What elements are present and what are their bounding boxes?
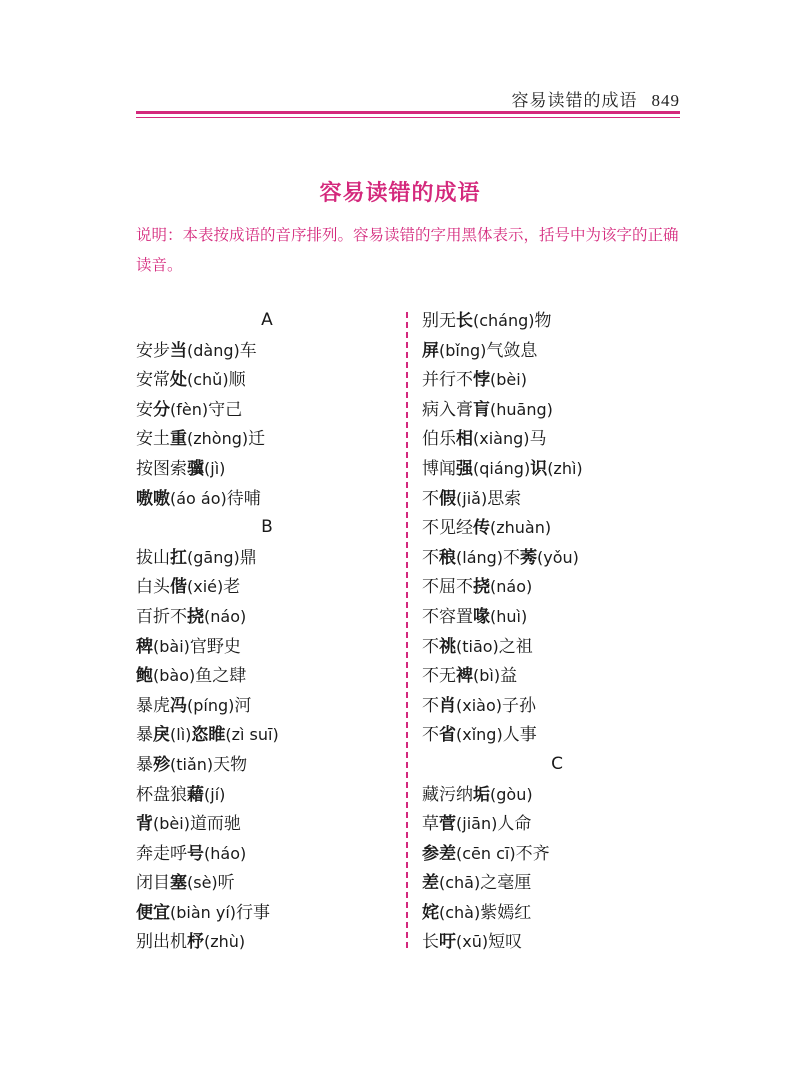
idiom-text: 鼎 (239, 547, 257, 568)
pinyin: (bài) (153, 636, 190, 656)
highlighted-char: 悖 (473, 370, 490, 391)
idiom-entry (422, 306, 692, 336)
highlighted-char: 参差 (422, 843, 456, 864)
idiom-entry (422, 927, 692, 957)
idiom-text: 气敛息 (486, 340, 538, 361)
idiom-entry (422, 898, 692, 928)
idiom-entry (136, 543, 386, 573)
idiom-text: 伯乐 (422, 429, 456, 450)
page-number: 849 (651, 91, 680, 110)
pinyin: (xiàng) (473, 429, 530, 449)
idiom-text: 马 (529, 429, 547, 450)
idiom-entry (422, 484, 692, 514)
idiom-text: 不 (422, 488, 439, 509)
idiom-text: 暴 (136, 725, 153, 746)
highlighted-char: 姹 (422, 902, 439, 923)
highlighted-char: 差 (422, 873, 439, 894)
pinyin: (qiáng) (473, 458, 531, 478)
highlighted-char: 偕 (170, 577, 187, 598)
pinyin: (bào) (153, 666, 196, 686)
idiom-text: 奔走呼 (136, 843, 187, 864)
highlighted-char: 稗 (136, 636, 153, 657)
idiom-text: 不 (503, 547, 521, 568)
pinyin: (zhuàn) (490, 518, 552, 538)
pinyin: (chā) (439, 873, 481, 893)
idiom-entry (422, 572, 692, 602)
pinyin: (xié) (187, 577, 224, 597)
idiom-text: 不无 (422, 666, 456, 687)
highlighted-char: 肓 (473, 399, 490, 420)
idiom-entry (136, 839, 386, 869)
idiom-text: 之毫厘 (480, 873, 532, 894)
pinyin: (xū) (456, 932, 489, 952)
pinyin: (xiào) (456, 695, 502, 715)
idiom-entry (422, 720, 692, 750)
pinyin: (náo) (204, 606, 247, 626)
idiom-entry (136, 750, 386, 780)
idiom-entry (136, 898, 386, 928)
idiom-text: 短叹 (488, 932, 523, 953)
pinyin: (fèn) (170, 399, 209, 419)
idiom-entry (136, 365, 386, 395)
idiom-entry (422, 543, 692, 573)
idiom-text: 长 (422, 932, 439, 953)
highlighted-char: 戾 (153, 725, 170, 746)
idiom-entry (422, 691, 692, 721)
idiom-text: 天物 (213, 754, 248, 775)
idiom-entry (422, 336, 692, 366)
highlighted-char: 传 (473, 518, 490, 539)
highlighted-char: 藉 (187, 784, 204, 805)
idiom-text: 道而驰 (189, 814, 241, 835)
idiom-entry (422, 809, 692, 839)
highlighted-char: 稂 (439, 547, 456, 568)
pinyin: (tiāo) (456, 636, 499, 656)
right-column (422, 306, 692, 957)
idiom-text: 别无 (422, 311, 456, 331)
highlighted-char: 分 (153, 399, 170, 420)
idiom-entry (422, 365, 692, 395)
idiom-entry (422, 868, 692, 898)
idiom-text: 之祖 (498, 636, 533, 657)
pinyin: (xǐng) (456, 725, 503, 745)
idiom-entry (136, 720, 386, 750)
pinyin: (tiǎn) (170, 754, 214, 774)
highlighted-char: 垢 (473, 784, 490, 805)
section-letter: C (551, 753, 563, 774)
idiom-text: 官野史 (189, 636, 241, 657)
pinyin: (bì) (473, 666, 501, 686)
idiom-text: 不容置 (422, 606, 473, 627)
highlighted-char: 冯 (170, 695, 187, 716)
idiom-text: 人事 (502, 725, 537, 746)
idiom-text: 不齐 (515, 843, 550, 864)
idiom-text: 物 (534, 311, 552, 331)
page-title: 容易读错的成语 (319, 181, 481, 206)
idiom-text: 白头 (136, 577, 170, 598)
idiom-text: 暴 (136, 754, 153, 775)
pinyin: (gòu) (490, 784, 533, 804)
highlighted-char: 挠 (187, 606, 204, 627)
pinyin: (jiān) (456, 814, 498, 834)
highlighted-char: 杼 (187, 932, 204, 953)
highlighted-char: 便宜 (136, 902, 170, 923)
highlighted-char: 恣睢 (191, 725, 226, 746)
highlighted-char: 省 (439, 725, 456, 746)
idiom-entry (136, 602, 386, 632)
idiom-entry (136, 454, 386, 484)
idiom-text: 不 (422, 695, 439, 716)
pinyin: (bèi) (153, 814, 190, 834)
pinyin: (jí) (204, 784, 226, 804)
idiom-text: 不见经 (422, 518, 473, 539)
pinyin: (chà) (439, 902, 481, 922)
idiom-text: 别出机 (136, 932, 187, 953)
idiom-text: 安步 (136, 340, 170, 361)
pinyin: (zhù) (204, 932, 246, 952)
idiom-text: 安土 (136, 429, 170, 450)
pinyin: (gāng) (187, 547, 240, 567)
pinyin: (áo áo) (170, 488, 227, 508)
pinyin: (zhì) (547, 458, 583, 478)
pinyin: (lì) (170, 725, 192, 745)
highlighted-char: 处 (170, 370, 187, 391)
idiom-entry (422, 513, 692, 543)
idiom-entry (136, 868, 386, 898)
idiom-entry (422, 632, 692, 662)
highlighted-char: 喙 (473, 606, 490, 627)
idiom-entry (136, 780, 386, 810)
idiom-text: 暴虎 (136, 695, 170, 716)
highlighted-char: 相 (456, 429, 473, 450)
idiom-text: 安 (136, 399, 153, 420)
idiom-entry (422, 839, 692, 869)
idiom-text: 行事 (236, 902, 271, 923)
idiom-text: 顺 (228, 370, 246, 391)
idiom-text: 不 (422, 725, 439, 746)
highlighted-char: 骥 (187, 458, 204, 479)
pinyin: (cēn cī) (456, 843, 516, 863)
pinyin: (yǒu) (537, 547, 579, 567)
idiom-text: 守己 (208, 399, 243, 420)
left-column (136, 306, 386, 957)
idiom-text: 迁 (248, 429, 266, 450)
highlighted-char: 殄 (153, 754, 170, 775)
idiom-entry (136, 661, 386, 691)
idiom-text: 安常 (136, 370, 170, 391)
highlighted-char: 挠 (473, 577, 490, 598)
idiom-text: 思索 (487, 488, 522, 509)
pinyin: (cháng) (473, 311, 535, 330)
pinyin: (jiǎ) (456, 488, 488, 508)
header-rule-thick (136, 111, 680, 114)
pinyin: (háo) (204, 843, 247, 863)
idiom-text: 人命 (497, 814, 532, 835)
highlighted-char: 菅 (439, 814, 456, 835)
running-head (512, 86, 681, 111)
pinyin: (bèi) (490, 370, 527, 390)
highlighted-char: 祧 (439, 636, 456, 657)
idiom-text: 不屈不 (422, 577, 473, 598)
idiom-text: 听 (217, 873, 235, 894)
pinyin: (bǐng) (439, 340, 487, 360)
pinyin: (huì) (490, 606, 528, 626)
idiom-text: 博闻 (422, 458, 456, 479)
pinyin: (dàng) (187, 340, 240, 360)
idiom-text: 百折不 (136, 606, 187, 627)
idiom-entry (136, 809, 386, 839)
pinyin: (jì) (204, 458, 226, 478)
highlighted-char: 假 (439, 488, 456, 509)
highlighted-char: 吁 (439, 932, 456, 953)
idiom-text: 河 (234, 695, 252, 716)
highlighted-char: 扛 (170, 547, 187, 568)
highlighted-char: 长 (456, 311, 473, 331)
idiom-text: 草 (422, 814, 439, 835)
idiom-entry (136, 424, 386, 454)
highlighted-char: 号 (187, 843, 204, 864)
pinyin: (náo) (490, 577, 533, 597)
idiom-text: 不 (422, 636, 439, 657)
highlighted-char: 嗷嗷 (136, 488, 170, 509)
idiom-text: 待哺 (226, 488, 261, 509)
highlighted-char: 强 (456, 458, 473, 479)
idiom-text: 紫嫣红 (480, 902, 532, 923)
idiom-text: 老 (223, 577, 241, 598)
idiom-text: 藏污纳 (422, 784, 473, 805)
section-letter: B (261, 517, 273, 538)
highlighted-char: 鲍 (136, 666, 153, 687)
highlighted-char: 裨 (456, 666, 473, 687)
idiom-text: 拔山 (136, 547, 170, 568)
idiom-entry (136, 691, 386, 721)
idiom-entry (422, 780, 692, 810)
pinyin: (huāng) (490, 399, 553, 419)
highlighted-char: 重 (170, 429, 187, 450)
highlighted-char: 屏 (422, 340, 439, 361)
idiom-entry (422, 454, 692, 484)
pinyin: (zì suī) (225, 725, 279, 745)
pinyin: (píng) (187, 695, 235, 715)
idiom-entry (422, 424, 692, 454)
idiom-text: 按图索 (136, 458, 187, 479)
pinyin: (biàn yí) (170, 902, 237, 922)
explanation-note: 说明：本表按成语的音序排列。容易读错的字用黑体表示，括号中为该字的正确读音。 (136, 226, 679, 274)
idiom-entry (136, 336, 386, 366)
highlighted-char: 当 (170, 340, 187, 361)
highlighted-char: 莠 (520, 547, 538, 568)
idiom-text: 病入膏 (422, 399, 473, 420)
idiom-text: 不 (422, 547, 439, 568)
pinyin: (zhòng) (187, 429, 249, 449)
pinyin: (láng) (456, 547, 504, 567)
column-divider (406, 312, 408, 948)
highlighted-char: 识 (530, 458, 548, 479)
idiom-text: 益 (500, 666, 518, 687)
highlighted-char: 背 (136, 814, 153, 835)
idiom-entry (136, 927, 386, 957)
running-head-title: 容易读错的成语 (511, 91, 638, 111)
idiom-text: 杯盘狼 (136, 784, 187, 805)
pinyin: (chǔ) (187, 370, 229, 390)
idiom-text: 并行不 (422, 370, 473, 391)
idiom-entry (422, 661, 692, 691)
idiom-entry (136, 632, 386, 662)
highlighted-char: 塞 (170, 873, 187, 894)
header-rule-thin (136, 117, 680, 118)
idiom-text: 鱼之肆 (195, 666, 247, 687)
idiom-entry (136, 395, 386, 425)
idiom-entry (136, 572, 386, 602)
pinyin: (sè) (187, 873, 218, 893)
idiom-text: 闭目 (136, 873, 170, 894)
idiom-text: 子孙 (502, 695, 536, 716)
idiom-entry (422, 395, 692, 425)
idiom-entry (422, 602, 692, 632)
idiom-text: 车 (239, 340, 257, 361)
idiom-entry (136, 484, 386, 514)
highlighted-char: 肖 (439, 695, 456, 716)
section-letter: A (261, 310, 273, 330)
